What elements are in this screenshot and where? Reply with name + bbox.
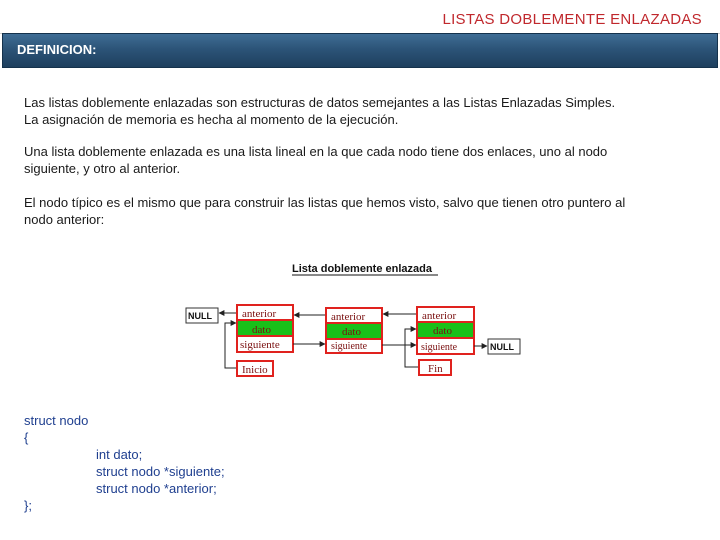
list-node [417, 307, 474, 354]
code-line: int dato; [96, 447, 143, 462]
node-field-dato: dato [252, 324, 271, 336]
node-field-siguiente: siguiente [421, 342, 458, 353]
paragraph-line: Una lista doblemente enlazada es una lista lineal en la que cada nodo tiene dos enlaces, uno al nodo [24, 144, 608, 159]
node-field-dato: dato [433, 325, 452, 337]
null-label-left: NULL [188, 311, 212, 321]
inicio-label: Inicio [242, 364, 268, 376]
paragraph-line: La asignación de memoria es hecha al momento de la ejecución. [24, 112, 399, 127]
node-field-anterior: anterior [331, 311, 366, 323]
paragraph-line: El nodo típico es el mismo que para construir las listas que hemos visto, salvo que tienen otro puntero al [24, 195, 626, 210]
code-line: struct nodo [24, 413, 89, 428]
diagram-title: Lista doblemente enlazada [292, 263, 432, 275]
node-field-anterior: anterior [242, 308, 277, 320]
code-line: { [24, 430, 29, 445]
node-field-siguiente: siguiente [331, 341, 368, 352]
page-title: LISTAS DOBLEMENTE ENLAZADAS [442, 11, 702, 28]
node-field-dato: dato [342, 326, 361, 338]
code-line: struct nodo *anterior; [96, 481, 217, 496]
paragraph-line: Las listas doblemente enlazadas son estructuras de datos semejantes a las Listas Enlazadas Simples. [24, 95, 616, 110]
list-node [237, 305, 293, 352]
node-field-siguiente: siguiente [240, 339, 280, 351]
paragraph-line: nodo anterior: [24, 212, 105, 227]
code-line: struct nodo *siguiente; [96, 464, 225, 479]
list-node [326, 308, 382, 353]
node-field-anterior: anterior [422, 310, 457, 322]
paragraph-line: siguiente, y otro al anterior. [24, 161, 181, 176]
null-label-right: NULL [490, 342, 514, 352]
fin-label: Fin [428, 363, 443, 375]
code-line: }; [24, 498, 32, 513]
section-label: DEFINICION: [17, 42, 97, 57]
inicio-pointer-line [225, 323, 237, 368]
